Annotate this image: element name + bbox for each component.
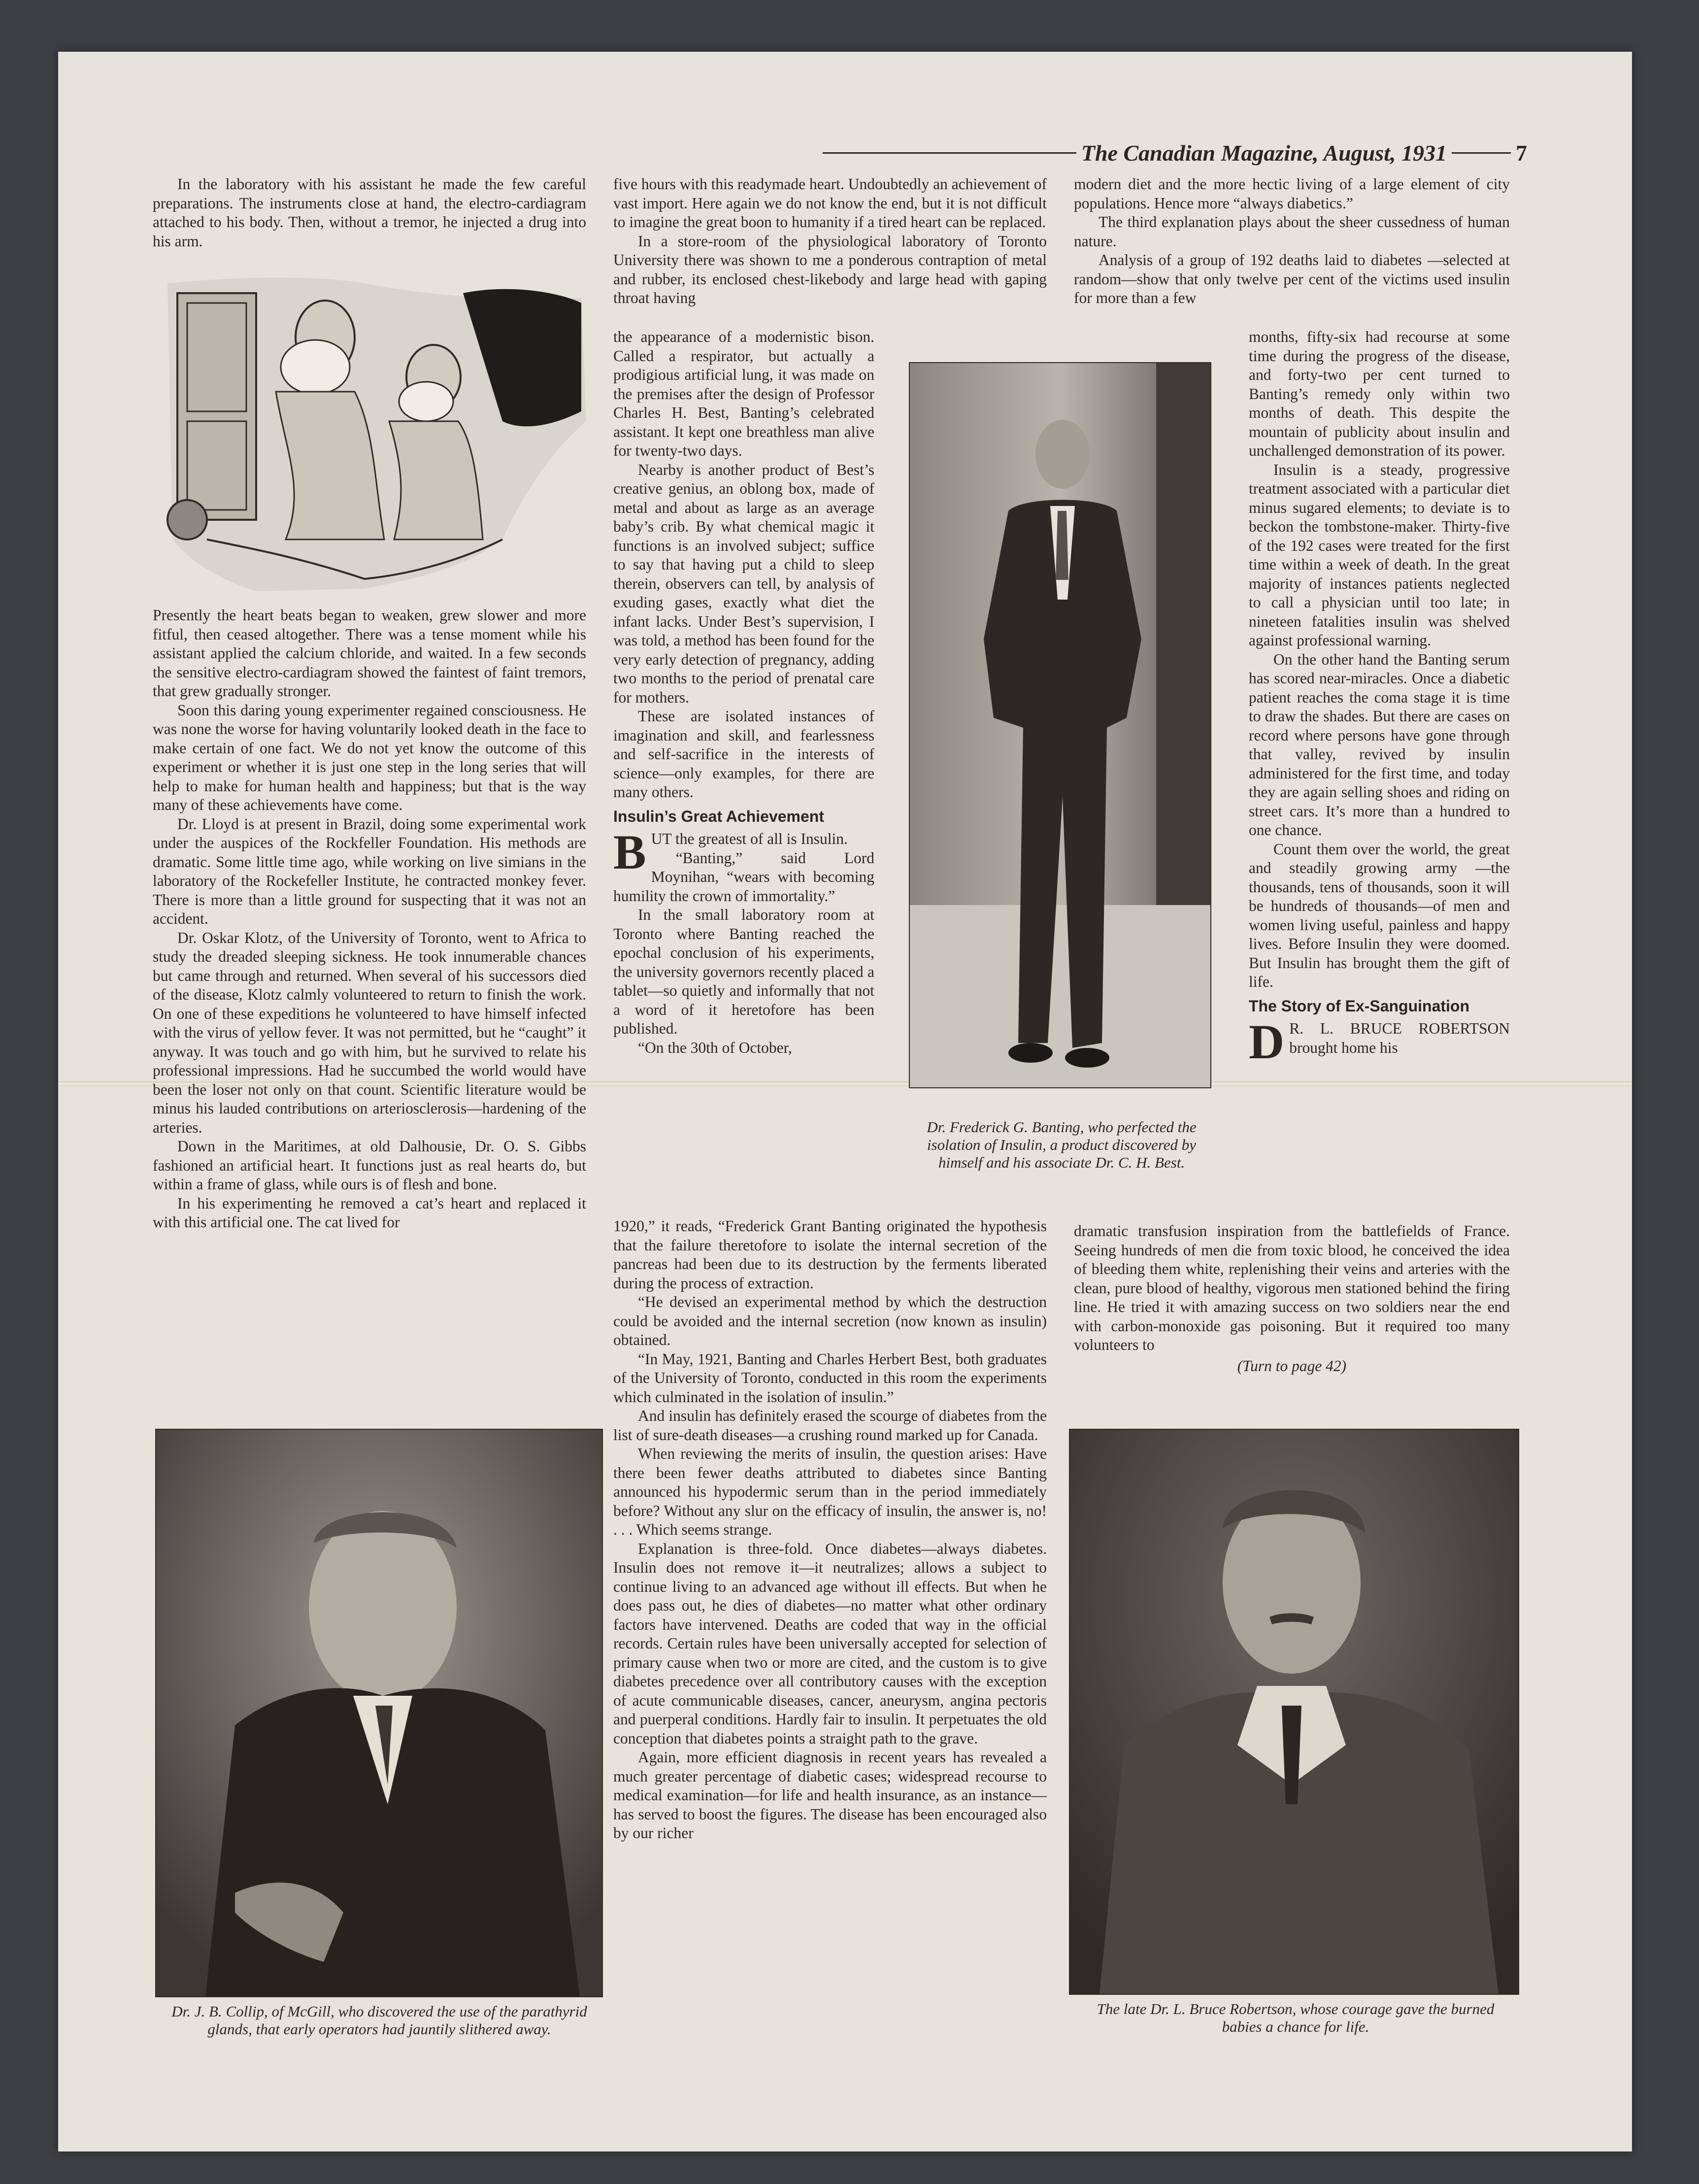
- paragraph: Nearby is another product of Best’s creative genius, an oblong box, made of metal and about as large as an average baby’s crib. By what chemical magic it functions is an involved subject; suffice to say that having put a child to sleep therein, observers can tell, by analysis of exuding gases, exactly what diet the infant lacks. Under Best’s supervision, I was told, a method has been found for the very early detection of pregnancy, adding two months to the period of prenatal care for mothers.: [613, 461, 874, 706]
- paragraph: months, fifty-six had recourse at some time during the progress of the disease, and forty-two per cent turned to Banting’s remedy only within two months of death. This despite the mountain of publicity about insulin and unchallenged demonstration of its power.: [1249, 328, 1510, 459]
- section-heading-insulin: Insulin’s Great Achievement: [613, 807, 824, 825]
- paragraph: Count them over the world, the great and steadily growing army —the thousands, tens of thousands, soon it will be hundreds of thousands—of men and women living useful, painless and happy lives. Before Insulin they were doomed. But Insulin has brought them the gift of life.: [1249, 840, 1510, 990]
- column-2-narrow: [613, 328, 874, 1057]
- paragraph: Explanation is three-fold. Once diabetes—always diabetes. Insulin does not remove it—it neutralizes; allows a subject to continue living to an advanced age without ill effects. But when he does pass out, he dies of diabetes—no matter what other ordinary factors have intervened. Deaths are coded that way in the official records. Certain rules have been universally accepted for selection of primary cause when two or more are cited, and the custom is to give diabetes precedence over all contributory causes with the exception of acute communicable diseases, cancer, aneurysm, angina pectoris and puerperal conditions. Hardly fair to insulin. It perpetuates the old conception that diabetes points a straight path to the grave.: [613, 1540, 1047, 1747]
- paragraph: In a store-room of the physiological laboratory of Toronto University there was shown to me a ponderous contraption of metal and rubber, its enclosed chest-likebody and large head with gaping throat having: [613, 232, 1047, 306]
- column-1: [153, 606, 586, 1232]
- paragraph: In the laboratory with his assistant he made the few careful preparations. The instruments close at hand, the electro-cardiagram attached to his body. Then, without a tremor, he injected a drug into his arm.: [153, 175, 586, 250]
- paragraph: Down in the Maritimes, at old Dalhousie, Dr. O. S. Gibbs fashioned an artificial heart. It functions just as real hearts do, but within a frame of glass, while ours is of flesh and bone.: [153, 1138, 586, 1193]
- robertson-photo: [1069, 1429, 1519, 1995]
- paragraph: Dr. Lloyd is at present in Brazil, doing some experimental work under the auspices of the Rockfeller Foundation. His methods are dramatic. Some little time ago, while working on live simians in the laboratory of the Rockefeller Institute, he contracted monkey fever. There is more than a little ground for suspecting that it was not an accident.: [153, 815, 586, 927]
- paragraph: Dr. Oskar Klotz, of the University of Toronto, went to Africa to study the dreaded sleeping sickness. He took innumerable chances but came through and returned. When several of his successors died of the disease, Klotz calmly volunteered to return to finish the work. On one of these expeditions he volunteered to have himself infected with the virus of yellow fever. It was not permitted, but he “caught” it anyway. It was touch and go with him, but he survived to relate his professional impressions. Had he succumbed the world would have been the loser not only on that count. Scientific literature would be minus his lauded contributions on arteriosclerosis—hardening of the arteries.: [153, 929, 586, 1136]
- paragraph: These are isolated instances of imagination and skill, and fearlessness and self-sacrifice in the interests of science—only examples, for there are many others.: [613, 707, 874, 801]
- page-number: 7: [1516, 140, 1527, 166]
- header-rule-right: [1452, 152, 1511, 154]
- collip-caption: Dr. J. B. Collip, of McGill, who discovered the use of the parathyrid glands, that early operators had jauntily slithered away.: [171, 2003, 587, 2038]
- dropcap: B: [613, 825, 646, 879]
- paragraph: On the other hand the Banting serum has scored near-miracles. Once a diabetic patient reaches the coma stage it is time to draw the shades. But there are cases on record where persons have gone through that valley, revived by insulin administered for the first time, and today they are again selling shoes and riding on street cars. It’s more than a hundred to one chance.: [1249, 650, 1510, 839]
- paragraph: UT the greatest of all is Insulin.: [651, 830, 848, 847]
- banting-photo: [909, 362, 1211, 1088]
- paragraph: dramatic transfusion inspiration from the battlefields of France. Seeing hundreds of men die from toxic blood, he conceived the idea of bleeding them white, replenishing their veins and arteries with the clean, pure blood of healthy, vigorous men stationed behind the firing line. He tried it with amazing success on two soldiers near the end with carbon-monoxide gas poisoning. But it required too many volunteers to: [1074, 1222, 1510, 1353]
- magazine-title: The Canadian Magazine, August, 1931: [1081, 140, 1447, 166]
- surgeons-sketch: [158, 264, 591, 599]
- paragraph: And insulin has definitely erased the scourge of diabetes from the list of sure-death diseases—a crushing round marked up for Canada.: [613, 1407, 1047, 1444]
- column-3-top: [1074, 175, 1510, 308]
- paragraph: “Banting,” said Lord Moynihan, “wears with becoming humility the crown of immortality.”: [613, 849, 874, 905]
- paragraph: When reviewing the merits of insulin, the question arises: Have there been fewer deaths attributed to diabetes since Banting announced his hypodermic serum than in the period immediately before? Without any slur on the efficacy of insulin, the answer is, no! . . . Which seems strange.: [613, 1445, 1047, 1538]
- column-3-narrow: [1249, 328, 1510, 1069]
- page-header: [818, 138, 1527, 168]
- paragraph: Presently the heart beats began to weaken, grew slower and more fitful, then ceased altogether. There was a tense moment while his assistant applied the calcium chloride, and waited. In a few seconds the sensitive electro-cardiagram showed the faintest of faint tremors, that grew gradually stronger.: [153, 606, 586, 700]
- column-2-bottom: [613, 1217, 1047, 1843]
- column-1-top: [153, 175, 586, 251]
- paragraph: In his experimenting he removed a cat’s heart and replaced it with this artificial one. The cat lived for: [153, 1194, 586, 1231]
- paragraph: The third explanation plays about the sheer cussedness of human nature.: [1074, 213, 1510, 250]
- paragraph: modern diet and the more hectic living of a large element of city populations. Hence more “always diabetics.”: [1074, 175, 1510, 212]
- dropcap: D: [1249, 1014, 1285, 1069]
- paragraph: Soon this daring young experimenter regained consciousness. He was none the worse for having voluntarily looked death in the face to make certain of one fact. We do not yet know the outcome of this experiment or whether it is just one step in the long series that will help to make for human health and happiness; but that is the way many of these achievements have come.: [153, 701, 586, 813]
- paragraph: R. L. BRUCE ROBERTSON brought home his: [1289, 1020, 1510, 1056]
- paragraph: Again, more efficient diagnosis in recent years has revealed a much greater percentage of diabetic cases; widespread recourse to medical examination—for life and health insurance, as an instance—has served to boost the figures. The disease has been encouraged also by our richer: [613, 1748, 1047, 1842]
- paragraph: Insulin is a steady, progressive treatment associated with a particular diet minus sugared elements; to deviate is to beckon the tombstone-maker. Thirty-five of the 192 cases were treated for the first time within a week of death. In the great majority of instances patients neglected to call a physician until too late; in nineteen fatalities insulin was shelved against professional warning.: [1249, 461, 1510, 649]
- collip-photo: [155, 1429, 603, 1997]
- robertson-caption: The late Dr. L. Bruce Robertson, whose courage gave the burned babies a chance for life.: [1097, 2000, 1495, 2035]
- paragraph: the appearance of a modernistic bison. Called a respirator, but actually a prodigious artificial lung, it was made on the premises after the design of Professor Charles H. Best, Banting’s celebrated assistant. It kept one breathless man alive for twenty-two days.: [613, 328, 874, 459]
- paragraph: “In May, 1921, Banting and Charles Herbert Best, both graduates of the University of Toronto, conducted in this room the experiments which culminated in the isolation of insulin.”: [613, 1350, 1047, 1406]
- paragraph: “On the 30th of October,: [638, 1039, 792, 1056]
- paragraph: In the small laboratory room at Toronto where Banting reached the epochal conclusion of his experiments, the university governors recently placed a tablet—so quietly and informally that not a word of it heretofore has been published.: [613, 906, 874, 1037]
- paragraph: 1920,” it reads, “Frederick Grant Banting originated the hypothesis that the failure theretofore to isolate the internal secretion of the pancreas had been due to its destruction by the ferments liberated during the process of extraction.: [613, 1217, 1047, 1292]
- paragraph: Analysis of a group of 192 deaths laid to diabetes —selected at random—show that only twelve per cent of the victims used insulin for more than a few: [1074, 251, 1510, 306]
- section-heading-ex-sanguination: The Story of Ex-Sanguination: [1249, 997, 1470, 1015]
- paragraph: “He devised an experimental method by which the destruction could be avoided and the internal secretion (now known as insulin) obtained.: [613, 1293, 1047, 1348]
- paragraph: five hours with this readymade heart. Undoubtedly an achievement of vast import. Here again we do not know the end, but it is not difficult to imagine the great boon to humanity if a tired heart can be replaced.: [613, 175, 1047, 231]
- column-2-top: [613, 175, 1047, 308]
- header-rule-left: [823, 152, 1076, 154]
- turn-to-page: (Turn to page 42): [1237, 1357, 1347, 1375]
- banting-caption: Dr. Frederick G. Banting, who perfected the isolation of Insulin, a product discovered by himself and his associate Dr. C. H. Best.: [927, 1118, 1197, 1171]
- column-3-bottom: [1074, 1222, 1510, 1376]
